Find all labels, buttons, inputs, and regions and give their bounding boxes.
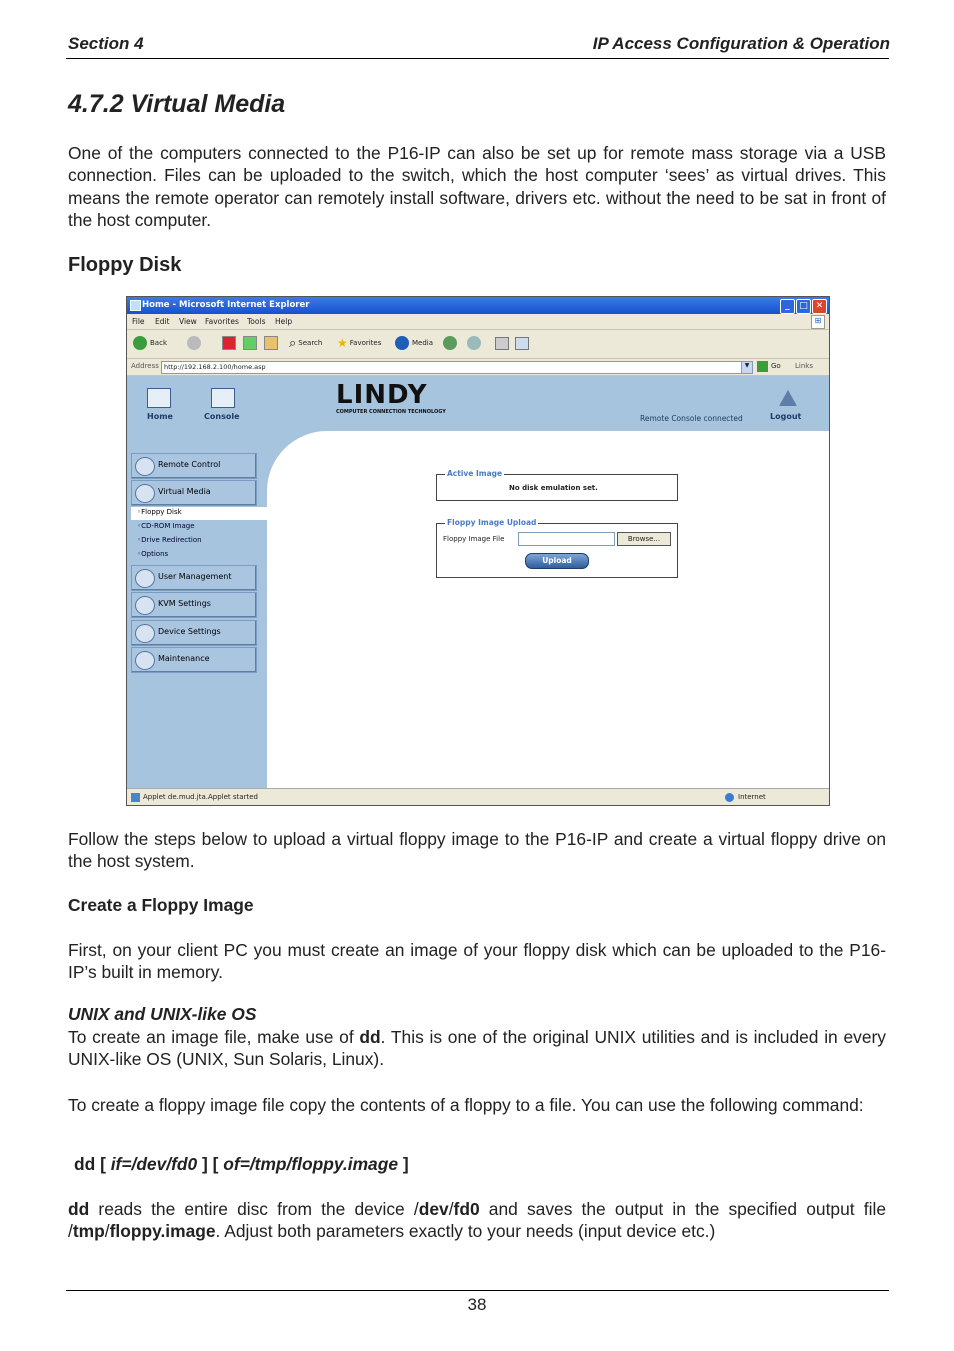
menu-favorites[interactable]: Favorites xyxy=(205,317,239,326)
footer-rule xyxy=(66,1290,889,1291)
nav-virtual-media[interactable] xyxy=(131,480,257,506)
active-image-legend: Active Image xyxy=(447,469,503,478)
floppy-subheading: Floppy Disk xyxy=(68,254,182,276)
menu-file[interactable]: File xyxy=(132,317,145,326)
submenu-options[interactable]: ◦Options xyxy=(137,550,169,558)
refresh-button[interactable] xyxy=(243,335,257,351)
nav-kvm-settings[interactable] xyxy=(131,592,257,618)
minimize-icon[interactable]: _ xyxy=(780,299,795,314)
active-image-fieldset xyxy=(436,469,678,501)
page-heading: 4.7.2 Virtual Media xyxy=(68,90,286,118)
virtual-media-icon xyxy=(135,484,155,503)
close-icon[interactable]: ✕ xyxy=(812,299,827,314)
browse-button[interactable]: Browse... xyxy=(617,532,671,546)
lindy-tagline: COMPUTER CONNECTION TECHNOLOGY xyxy=(336,409,446,415)
floppy-file-input[interactable] xyxy=(518,532,615,546)
history-icon xyxy=(443,336,457,350)
menu-view[interactable]: View xyxy=(179,317,197,326)
forward-arrow-icon xyxy=(187,336,201,350)
final-paragraph: dd reads the entire disc from the device /dev/fd0 and saves the output in the specified output file /tmp/floppy.image. Adjust both parameters exactly to your needs (input device etc.) xyxy=(68,1199,886,1242)
maximize-icon[interactable]: □ xyxy=(796,299,811,314)
intro-paragraph: One of the computers connected to the P16-IP can also be set up for remote mass storage via a USB connection. Files can be uploaded to the switch, which the host computer ‘sees’ as virtual drives. This means the remote operator can remotely install software, drivers etc. without the need to be sat in front of the host computer. xyxy=(68,143,886,231)
favorites-label: Favorites xyxy=(349,339,382,347)
logout-label[interactable]: Logout xyxy=(770,412,802,421)
address-dropdown-icon[interactable]: ▼ xyxy=(741,361,753,374)
section-label: Section 4 xyxy=(68,34,144,53)
address-label: Address xyxy=(131,362,159,370)
submenu-floppy-disk[interactable]: ◦Floppy Disk xyxy=(137,508,182,516)
back-button[interactable] xyxy=(133,335,167,351)
window-titlebar xyxy=(127,297,829,314)
lindy-logo: LINDY xyxy=(336,380,428,410)
home-nav-label[interactable]: Home xyxy=(147,412,173,421)
home-icon xyxy=(264,336,278,350)
upload-fieldset xyxy=(436,518,678,578)
remote-status-text: Remote Console connected xyxy=(640,414,743,423)
history-button[interactable] xyxy=(443,335,460,351)
nav-remote-control-label: Remote Control xyxy=(158,460,221,469)
floppy-file-label: Floppy Image File xyxy=(443,535,505,543)
nav-virtual-media-label: Virtual Media xyxy=(158,487,211,496)
search-label: Search xyxy=(298,339,323,347)
back-label: Back xyxy=(150,339,167,347)
status-right-text: Internet xyxy=(738,793,766,801)
browser-screenshot xyxy=(126,296,830,806)
window-title: Home - Microsoft Internet Explorer xyxy=(142,300,310,310)
nav-remote-control[interactable] xyxy=(131,453,257,479)
users-icon xyxy=(135,569,155,588)
kvm-icon xyxy=(135,596,155,615)
active-image-value: No disk emulation set. xyxy=(509,484,598,492)
search-button[interactable] xyxy=(289,335,322,351)
media-icon xyxy=(395,336,409,350)
applet-icon xyxy=(131,793,140,802)
status-bar xyxy=(127,788,829,806)
header-rule xyxy=(66,58,889,59)
follow-paragraph: Follow the steps below to upload a virtual floppy image to the P16-IP and create a virtual floppy drive on the host system. xyxy=(68,829,886,872)
top-banner xyxy=(127,376,829,431)
address-bar xyxy=(127,359,829,376)
print-button[interactable] xyxy=(495,335,509,351)
gear-icon xyxy=(135,624,155,643)
go-icon[interactable] xyxy=(757,361,768,372)
ie-icon xyxy=(130,300,141,311)
console-nav-label[interactable]: Console xyxy=(204,412,240,421)
edit-button[interactable] xyxy=(515,335,529,351)
console-nav-icon[interactable] xyxy=(211,388,235,408)
media-label: Media xyxy=(412,339,434,347)
mail-icon xyxy=(467,336,481,350)
web-content xyxy=(127,376,829,788)
header-title: IP Access Configuration & Operation xyxy=(592,34,890,53)
logout-icon[interactable] xyxy=(779,390,797,406)
page-number: 38 xyxy=(467,1295,487,1314)
mail-button[interactable] xyxy=(467,335,484,351)
stop-icon xyxy=(222,336,236,350)
home-nav-icon[interactable] xyxy=(147,388,171,408)
submenu-drive-redirection[interactable]: ◦Drive Redirection xyxy=(137,536,202,544)
menu-bar xyxy=(127,314,829,330)
nav-device-settings[interactable] xyxy=(131,620,257,646)
windows-logo-icon: ⊞ xyxy=(811,315,825,329)
nav-maintenance-label: Maintenance xyxy=(158,654,210,663)
go-label[interactable]: Go xyxy=(771,362,781,370)
menu-tools[interactable]: Tools xyxy=(247,317,266,326)
create-heading: Create a Floppy Image xyxy=(68,895,254,915)
back-arrow-icon xyxy=(133,336,147,350)
upload-button[interactable]: Upload xyxy=(525,553,589,569)
search-icon: ⌕ xyxy=(289,335,297,351)
create-paragraph: First, on your client PC you must create an image of your floppy disk which can be uploaded to the P16-IP’s built in memory. xyxy=(68,940,886,983)
home-button[interactable] xyxy=(264,335,278,351)
media-button[interactable] xyxy=(395,335,433,351)
print-icon xyxy=(495,337,509,350)
copy-paragraph: To create a floppy image file copy the contents of a floppy to a file. You can use the following command: xyxy=(68,1095,864,1115)
unix-paragraph: To create an image file, make use of dd. This is one of the original UNIX utilities and is included in every UNIX-like OS (UNIX, Sun Solaris, Linux). xyxy=(68,1027,886,1070)
menu-edit[interactable]: Edit xyxy=(155,317,170,326)
nav-maintenance[interactable] xyxy=(131,647,257,673)
edit-icon xyxy=(515,337,529,350)
favorites-button[interactable] xyxy=(337,335,381,351)
unix-heading: UNIX and UNIX-like OS xyxy=(68,1004,257,1024)
star-icon: ★ xyxy=(337,336,348,350)
forward-button[interactable] xyxy=(187,335,204,351)
nav-device-settings-label: Device Settings xyxy=(158,627,221,636)
dd-command: dd [ if=/dev/fd0 ] [ of=/tmp/floppy.image ] xyxy=(74,1154,409,1174)
remote-control-icon xyxy=(135,457,155,476)
menu-help[interactable]: Help xyxy=(275,317,293,326)
nav-kvm-settings-label: KVM Settings xyxy=(158,599,211,608)
upload-legend: Floppy Image Upload xyxy=(447,518,537,527)
wrench-icon xyxy=(135,651,155,670)
submenu-cdrom[interactable]: ◦CD-ROM Image xyxy=(137,522,195,530)
refresh-icon xyxy=(243,336,257,350)
stop-button[interactable] xyxy=(222,335,236,351)
links-label[interactable]: Links xyxy=(795,362,813,370)
nav-user-management-label: User Management xyxy=(158,572,232,581)
internet-globe-icon xyxy=(725,793,734,802)
status-left-text: Applet de.mud.jta.Applet started xyxy=(143,793,258,801)
ie-toolbar xyxy=(127,330,829,359)
address-input[interactable] xyxy=(161,361,753,374)
address-value: http://192.168.2.100/home.asp xyxy=(164,363,266,371)
nav-user-management[interactable] xyxy=(131,565,257,591)
